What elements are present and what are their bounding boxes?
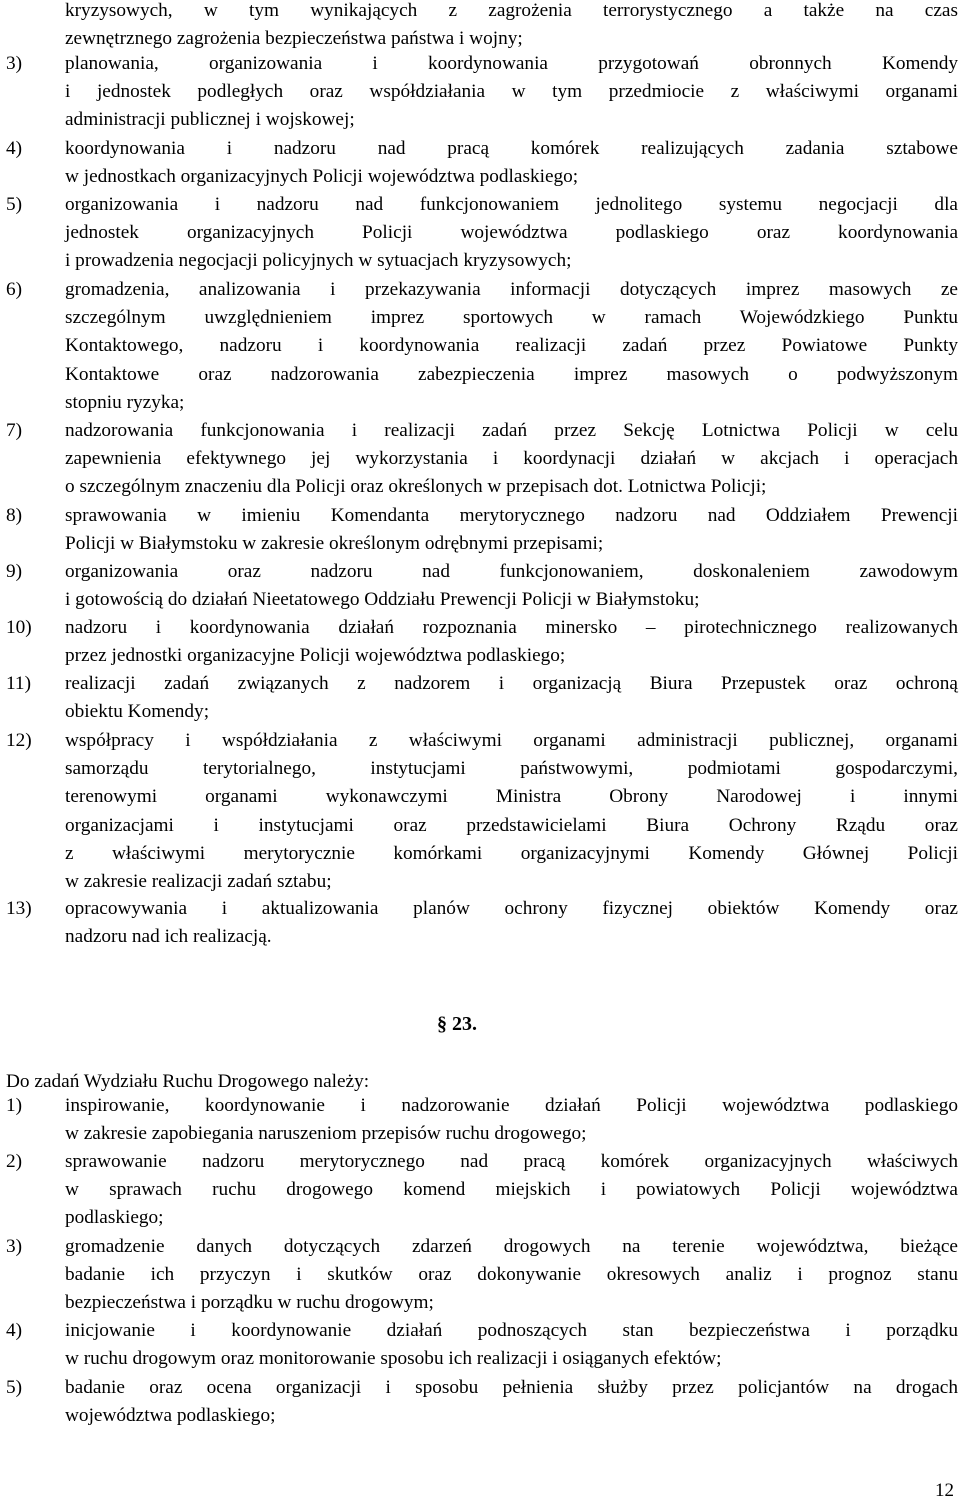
text-line: współpracy i współdziałania z właściwymi organami administracji publicznej, organami [65,730,958,751]
text-line: stopniu ryzyka; [65,391,185,413]
text-line: organizowania i nadzoru nad funkcjonowaniem jednolitego systemu negocjacji dla [65,194,958,215]
list-item [6,1317,958,1373]
list-item [6,670,958,726]
text-line: w sprawach ruchu drogowego komend miejskich i powiatowych Policji województwa [65,1179,958,1201]
text-line: Policji w Białymstoku w zakresie określonym odrębnymi przepisami; [65,533,604,555]
text-line: gromadzenie danych dotyczących zdarzeń drogowych na terenie województwa, bieżące [65,1236,958,1257]
list-item [6,135,958,191]
text-line: inspirowanie, koordynowanie i nadzorowanie działań Policji województwa podlaskiego [65,1095,958,1116]
continuation-paragraph [65,0,958,53]
list-item-number: 13) [6,898,32,919]
list-item-text [65,502,958,558]
list-item-text [65,191,958,276]
list-item [6,895,958,951]
text-line: z właściwymi merytorycznie komórkami organizacyjnymi Komendy Głównej Policji [65,842,958,864]
list-item-text [65,1092,958,1148]
text-line: jednostek organizacyjnych Policji województwa podlaskiego oraz koordynowania [65,222,958,244]
text-line: nadzoru nad ich realizacją. [65,926,272,948]
list-item-text [65,670,958,726]
text-line: w ruchu drogowym oraz monitorowanie sposobu ich realizacji i osiąganych efektów; [65,1348,722,1370]
text-line: opracowywania i aktualizowania planów ochrony fizycznej obiektów Komendy oraz [65,898,958,919]
text-line: koordynowania i nadzoru nad pracą komórek realizujących zadania sztabowe [65,138,958,159]
text-line: terenowymi organami wykonawczymi Ministra Obrony Narodowej i innymi [65,786,958,808]
text-line: badanie oraz ocena organizacji i sposobu pełnienia służby przez policjantów na drogach [65,1377,958,1398]
text-line: zewnętrznego zagrożenia bezpieczeństwa państwa i wojny; [65,28,523,50]
text-line: gromadzenia, analizowania i przekazywania informacji dotyczących imprez masowych ze [65,279,958,300]
text-line: badanie ich przyczyn i skutków oraz dokonywanie okresowych analiz i prognoz stanu [65,1264,958,1286]
list-item-number: 7) [6,420,23,441]
text-line: w zakresie zapobiegania naruszeniom przepisów ruchu drogowego; [65,1123,587,1145]
text-line: i gotowością do działań Nieetatowego Oddziału Prewencji Policji w Białymstoku; [65,589,700,611]
list-item-text [65,1317,958,1373]
list-item-number: 6) [6,279,23,300]
list-item-number: 4) [6,138,23,159]
list-item-text [65,417,958,502]
text-line: i jednostek podległych oraz współdziałania w tym przedmiocie z właściwymi organami [65,81,958,103]
text-line: Kontaktowe oraz nadzorowania zabezpieczenia imprez masowych o podwyższonym [65,363,958,385]
list-item [6,417,958,502]
list-item-number: 5) [6,1377,23,1398]
text-line: samorządu terytorialnego, instytucjami państwowymi, podmiotami gospodarczymi, [65,758,958,780]
list-item-text [65,558,958,614]
list-item [6,50,958,135]
text-line: przez jednostki organizacyjne Policji województwa podlaskiego; [65,645,566,667]
text-line: realizacji zadań związanych z nadzorem i organizacją Biura Przepustek oraz ochroną [65,673,958,694]
list-item [6,502,958,558]
list-item [6,276,958,417]
text-line: kryzysowych, w tym wynikających z zagrożenia terrorystycznego a także na czas [65,0,958,21]
list-item-text [65,895,958,951]
text-line: nadzorowania funkcjonowania i realizacji zadań przez Sekcję Lotnictwa Policji w celu [65,420,958,441]
list-item-number: 10) [6,617,32,638]
list-item-text [65,50,958,135]
list-item-number: 1) [6,1095,23,1116]
text-line: inicjowanie i koordynowanie działań podnoszących stan bezpieczeństwa i porządku [65,1320,958,1341]
text-line: w zakresie realizacji zadań sztabu; [65,870,332,892]
text-line: organizacjami i instytucjami oraz przedstawicielami Biura Ochrony Rządu oraz [65,814,958,836]
list-item-number: 12) [6,730,32,751]
text-line: sprawowania w imieniu Komendanta merytorycznego nadzoru nad Oddziałem Prewencji [65,505,958,526]
text-line: sprawowanie nadzoru merytorycznego nad pracą komórek organizacyjnych właściwych [65,1151,958,1172]
list-item [6,191,958,276]
list-item [6,727,958,896]
text-line: województwa podlaskiego; [65,1405,276,1427]
list-item-text [65,1374,958,1430]
text-line: Kontaktowego, nadzoru i koordynowania realizacji zadań przez Powiatowe Punkty [65,335,958,357]
list-item-text [65,614,958,670]
list-item-text [65,135,958,191]
text-line: bezpieczeństwa i porządku w ruchu drogowym; [65,1292,434,1314]
list-item-number: 4) [6,1320,23,1341]
list-item [6,1092,958,1148]
list-item [6,558,958,614]
list-item-number: 5) [6,194,23,215]
list-item [6,1148,958,1233]
text-line: i prowadzenia negocjacji policyjnych w sytuacjach kryzysowych; [65,250,572,272]
list-item [6,1374,958,1430]
text-line: w jednostkach organizacyjnych Policji województwa podlaskiego; [65,166,579,188]
list-item [6,614,958,670]
text-line: nadzoru i koordynowania działań rozpoznania minersko – pirotechnicznego realizowanych [65,617,958,638]
section-intro: Do zadań Wydziału Ruchu Drogowego należy: [6,1071,370,1092]
text-line: obiektu Komendy; [65,701,210,723]
list-item-text [65,1148,958,1233]
text-line: organizowania oraz nadzoru nad funkcjonowaniem, doskonaleniem zawodowym [65,561,958,582]
list-item [6,1233,958,1318]
list-item-number: 3) [6,53,23,74]
list-item-number: 2) [6,1151,23,1172]
text-line: szczególnym uwzględnieniem imprez sportowych w ramach Wojewódzkiego Punktu [65,307,958,329]
text-line: zapewnienia efektywnego jej wykorzystania i koordynacji działań w akcjach i operacjach [65,448,958,470]
text-line: administracji publicznej i wojskowej; [65,109,355,131]
section-heading: § 23. [437,1013,477,1035]
list-item-text [65,276,958,417]
list-item-text [65,1233,958,1318]
text-line: planowania, organizowania i koordynowania przygotowań obronnych Komendy [65,53,958,74]
text-line: o szczególnym znaczeniu dla Policji oraz określonych w przepisach dot. Lotnictwa Policji; [65,476,767,498]
list-item-number: 9) [6,561,23,582]
page-number: 12 [935,1480,954,1501]
list-item-number: 8) [6,505,23,526]
list-item-number: 11) [6,673,31,694]
list-item-number: 3) [6,1236,23,1257]
text-line: podlaskiego; [65,1207,164,1229]
list-item-text [65,727,958,896]
